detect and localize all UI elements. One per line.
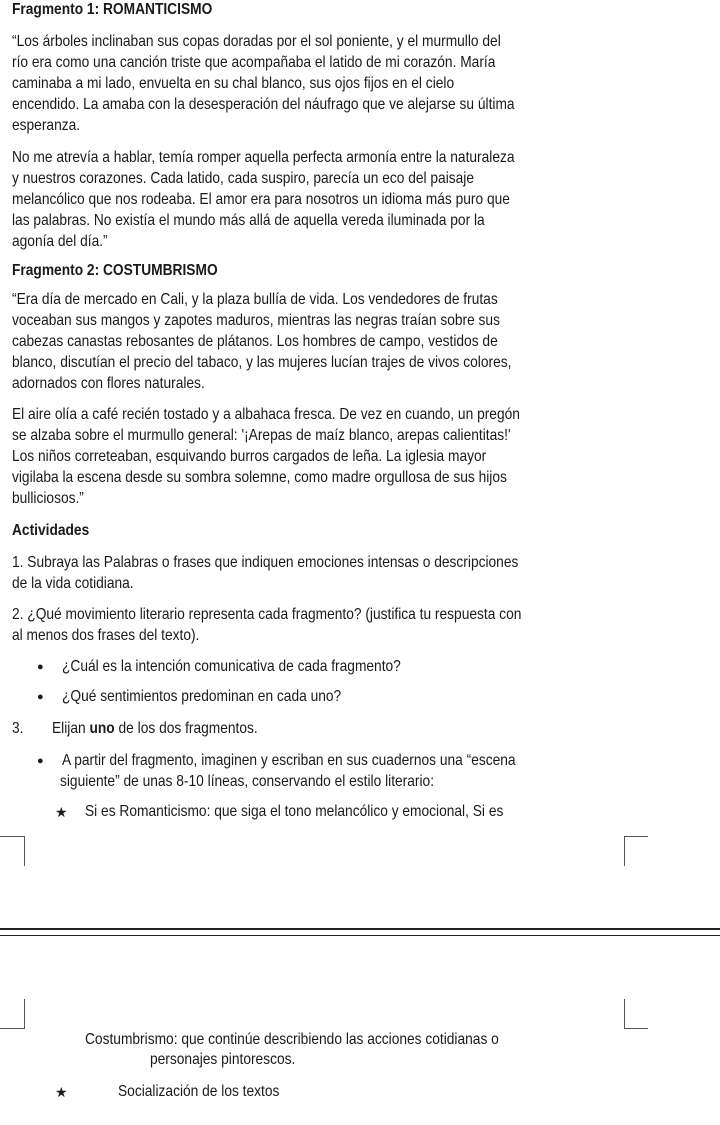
crop-mark (624, 999, 625, 1029)
text-line: cabezas canastas rebosantes de plátanos. Los hombres de campo, vestidos de (12, 333, 498, 350)
activity-1-cont: de la vida cotidiana. (12, 575, 134, 592)
text-line: bulliciosos.” (12, 490, 84, 507)
star-icon: ★ (55, 1084, 68, 1100)
text-line: blanco, discutían el precio del tabaco, y las mujeres lucían trajes de vivos colores, (12, 354, 512, 371)
fragment2-title: Fragmento 2: COSTUMBRISMO (12, 262, 218, 279)
text-line: voceaban sus mangos y zapotes maduros, mientras las negras traían sobre sus (12, 312, 500, 329)
star-item-1-cont: personajes pintorescos. (150, 1051, 296, 1068)
text-line: río era como una canción triste que acompañaba el latido de mi corazón. María (12, 54, 496, 71)
text-line: se alzaba sobre el murmullo general: '¡Arepas de maíz blanco, arepas calientitas!' (12, 427, 511, 444)
text-line: las palabras. No existía el mundo más allá de aquella vereda iluminada por la (12, 212, 485, 229)
question-b: ¿Qué sentimientos predominan en cada uno? (62, 688, 342, 705)
text-line: El aire olía a café recién tostado y a albahaca fresca. De vez en cuando, un pregón (12, 406, 520, 423)
text-line: “Los árboles inclinaban sus copas doradas por el sol poniente, y el murmullo del (12, 33, 501, 50)
crop-mark (624, 836, 648, 837)
instruction-line: siguiente” de unas 8-10 líneas, conservando el estilo literario: (60, 773, 435, 790)
activity-1: 1. Subraya las Palabras o frases que indiquen emociones intensas o descripciones (12, 554, 519, 571)
bullet-icon: ● (37, 661, 44, 673)
activity-3 (52, 719, 258, 739)
text-line: melancólico que nos rodeaba. El amor era para nosotros un idioma más puro que (12, 191, 510, 208)
crop-mark (0, 1028, 24, 1029)
text-line: vigilaba la escena desde su sombra solemne, como madre orgullosa de sus hijos (12, 469, 507, 486)
activity-3-number: 3. (12, 720, 24, 737)
crop-mark (0, 836, 24, 837)
star-item-1: Si es Romanticismo: que siga el tono melancólico y emocional, Si es (85, 803, 504, 820)
text-line: Los niños correteaban, esquivando burros cargados de leña. La iglesia mayor (12, 448, 487, 465)
text-line: y nuestros corazones. Cada latido, cada suspiro, parecía un eco del paisaje (12, 170, 475, 187)
text-line: adornados con flores naturales. (12, 375, 205, 392)
fragment1-title: Fragmento 1: ROMANTICISMO (12, 1, 213, 18)
crop-mark (24, 999, 25, 1029)
text-line: agonía del día.” (12, 233, 108, 250)
text-line: encendido. La amaba con la desesperación del náufrago que ve alejarse su última (12, 96, 515, 113)
activity-2-cont: al menos dos frases del texto). (12, 627, 200, 644)
star-item-2: Socialización de los textos (118, 1083, 280, 1100)
star-item-1-cont: Costumbrismo: que continúe describiendo las acciones cotidianas o (85, 1031, 499, 1048)
activity-2: 2. ¿Qué movimiento literario representa cada fragmento? (justifica tu respuesta con (12, 606, 522, 623)
text-line: “Era día de mercado en Cali, y la plaza bullía de vida. Los vendedores de frutas (12, 291, 498, 308)
crop-mark (24, 836, 25, 866)
bullet-icon: ● (37, 691, 44, 703)
page-divider (0, 935, 720, 936)
text-line: caminaba a mi lado, envuelta en su chal blanco, sus ojos fijos en el cielo (12, 75, 455, 92)
activity-3-post: de los dos fragmentos. (114, 720, 258, 737)
question-a: ¿Cuál es la intención comunicativa de cada fragmento? (62, 658, 401, 675)
crop-mark (624, 1028, 648, 1029)
activity-3-pre: Elijan (52, 720, 90, 737)
star-icon: ★ (55, 804, 68, 820)
activity-3-emphasis: uno (89, 720, 115, 737)
instruction-line: A partir del fragmento, imaginen y escriban en sus cuadernos una “escena (62, 752, 516, 769)
page-divider (0, 928, 720, 930)
text-line: No me atrevía a hablar, temía romper aquella perfecta armonía entre la naturaleza (12, 149, 515, 166)
activities-title: Actividades (12, 522, 90, 539)
text-line: esperanza. (12, 117, 81, 134)
crop-mark (624, 836, 625, 866)
bullet-icon: ● (37, 755, 44, 767)
